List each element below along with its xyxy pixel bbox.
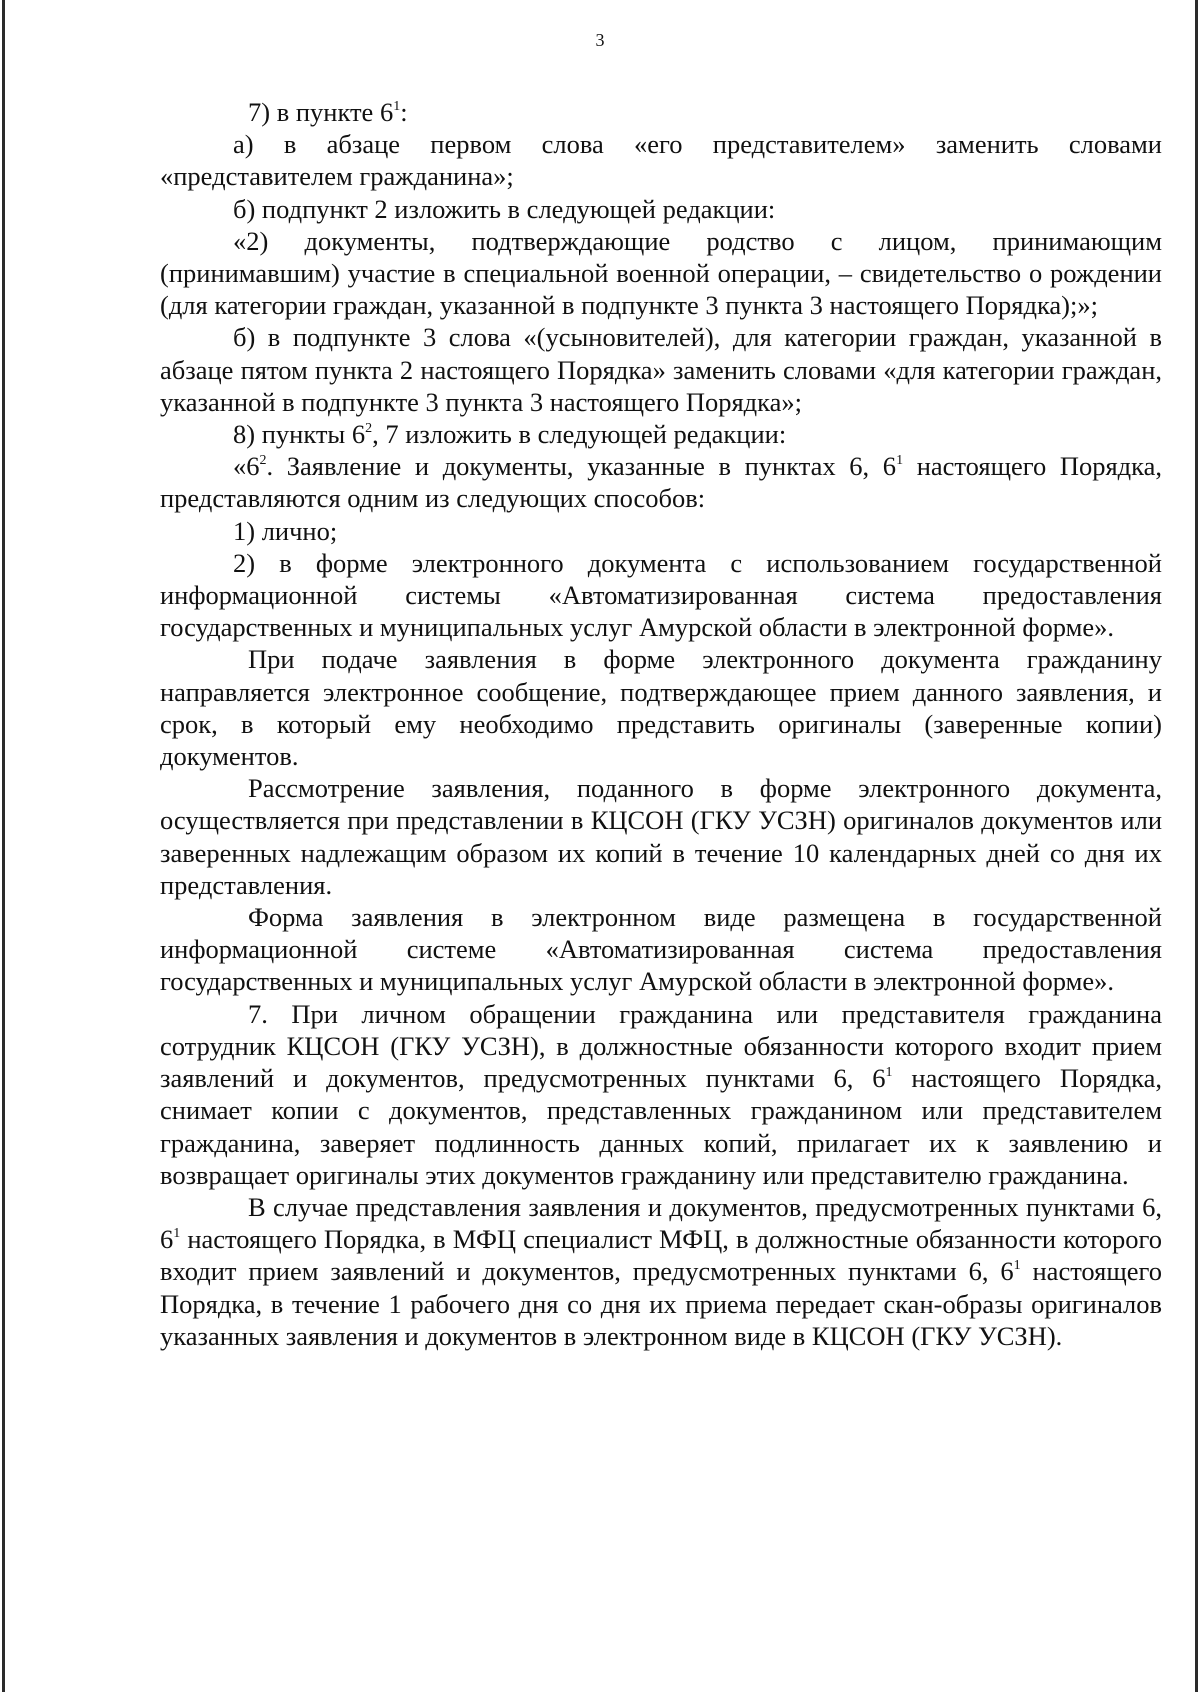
paragraph-text: 7. При личном обращении гражданина или представителя гражданина сотрудник КЦСОН (ГКУ УСЗН), в должностные обязанности которого входит прием заявлений и документов, предусмотренных пунктами 6, 6: [160, 998, 1162, 1094]
document-body: [160, 96, 1162, 1352]
paragraph-item-7: [160, 96, 1162, 128]
scan-left-edge: [2, 0, 5, 1692]
superscript: 1: [885, 1065, 893, 1081]
paragraph-form-location: Форма заявления в электронном виде размещена в государственной информационной системе «Автоматизированная система предоставления государственных и муниципальных услуг Амурской области в электронной форме».: [160, 902, 1162, 997]
paragraph-text: 8) пункты 6: [233, 419, 366, 450]
scan-right-edge: [1195, 0, 1198, 1692]
superscript: 2: [259, 453, 267, 469]
paragraph-method-2: 2) в форме электронного документа с использованием государственной информационной системы «Автоматизированная система предоставления государственных и муниципальных услуг Амурской области в электронной форме».: [160, 547, 1162, 643]
paragraph-text: «6: [233, 451, 260, 482]
paragraph-mfc: [160, 1191, 1162, 1352]
paragraph-clause-7: [160, 998, 1162, 1191]
paragraph-text: В случае представления заявления и документов, предусмотренных пунктами 6, 6: [160, 1191, 1162, 1255]
superscript: 2: [365, 421, 373, 437]
paragraph-method-1: 1) лично;: [233, 515, 338, 546]
paragraph-quoted-subitem-2: «2) документы, подтверждающие родство с лицом, принимающим (принимавшим) участие в специальной военной операции, – свидетельство о рождении (для категории граждан, указанной в подпункте 3 пункта 3 настоящего Порядка);»;: [160, 225, 1162, 321]
paragraph-text: настоящего Порядка, в течение 1 рабочего дня со дня их приема передает скан-образы оригиналов указанных заявления и документов в электронном виде в КЦСОН (ГКУ УСЗН).: [160, 1256, 1162, 1351]
paragraph-text: настоящего Порядка, представляются одним из следующих способов:: [160, 451, 1162, 514]
paragraph-text: , 7 изложить в следующей редакции:: [372, 419, 787, 450]
superscript: 1: [393, 99, 401, 114]
paragraph-review: Рассмотрение заявления, поданного в форме электронного документа, осуществляется при представлении в КЦСОН (ГКУ УСЗН) оригиналов документов или заверенных надлежащим образом их копий в течение 10 календарных дней со дня их представления.: [160, 773, 1162, 900]
paragraph-electronic-submission: При подаче заявления в форме электронного документа гражданину направляется электронное сообщение, подтверждающее прием данного заявления, и срок, в который ему необходимо представить оригиналы (заверенные копии) документов.: [160, 644, 1162, 772]
paragraph-text: . Заявление и документы, указанные в пунктах 6, 6: [266, 451, 897, 482]
paragraph-clause-6-2: [160, 450, 1162, 514]
paragraph-subitem-b: б) подпункт 2 изложить в следующей редакции:: [233, 193, 776, 224]
paragraph-item-8: [160, 418, 1162, 450]
paragraph-subitem-a: а) в абзаце первом слова «его представителем» заменить словами «представителем гражданина»;: [160, 129, 1162, 192]
page-number: 3: [595, 30, 605, 50]
paragraph-text: настоящего Порядка, снимает копии с документов, представленных гражданином или представителем гражданина, заверяет подлинность данных копий, прилагает их к заявлению и возвращает оригиналы этих документов гражданину или представителю гражданина.: [160, 1063, 1163, 1190]
superscript: 1: [173, 1226, 181, 1242]
paragraph-text: 7) в пункте 6: [248, 97, 394, 127]
superscript: 1: [896, 453, 904, 469]
paragraph-text: настоящего Порядка, в МФЦ специалист МФЦ, в должностные обязанности которого входит прием заявлений и документов, предусмотренных пунктами 6, 6: [160, 1224, 1162, 1287]
paragraph-subitem-b-2: б) в подпункте 3 слова «(усыновителей), для категории граждан, указанной в абзаце пятом пункта 2 настоящего Порядка» заменить словами «для категории граждан, указанной в подпункте 3 пункта 3 настоящего Порядка»;: [160, 322, 1162, 417]
paragraph-text: :: [400, 97, 408, 127]
superscript: 1: [1013, 1258, 1021, 1274]
